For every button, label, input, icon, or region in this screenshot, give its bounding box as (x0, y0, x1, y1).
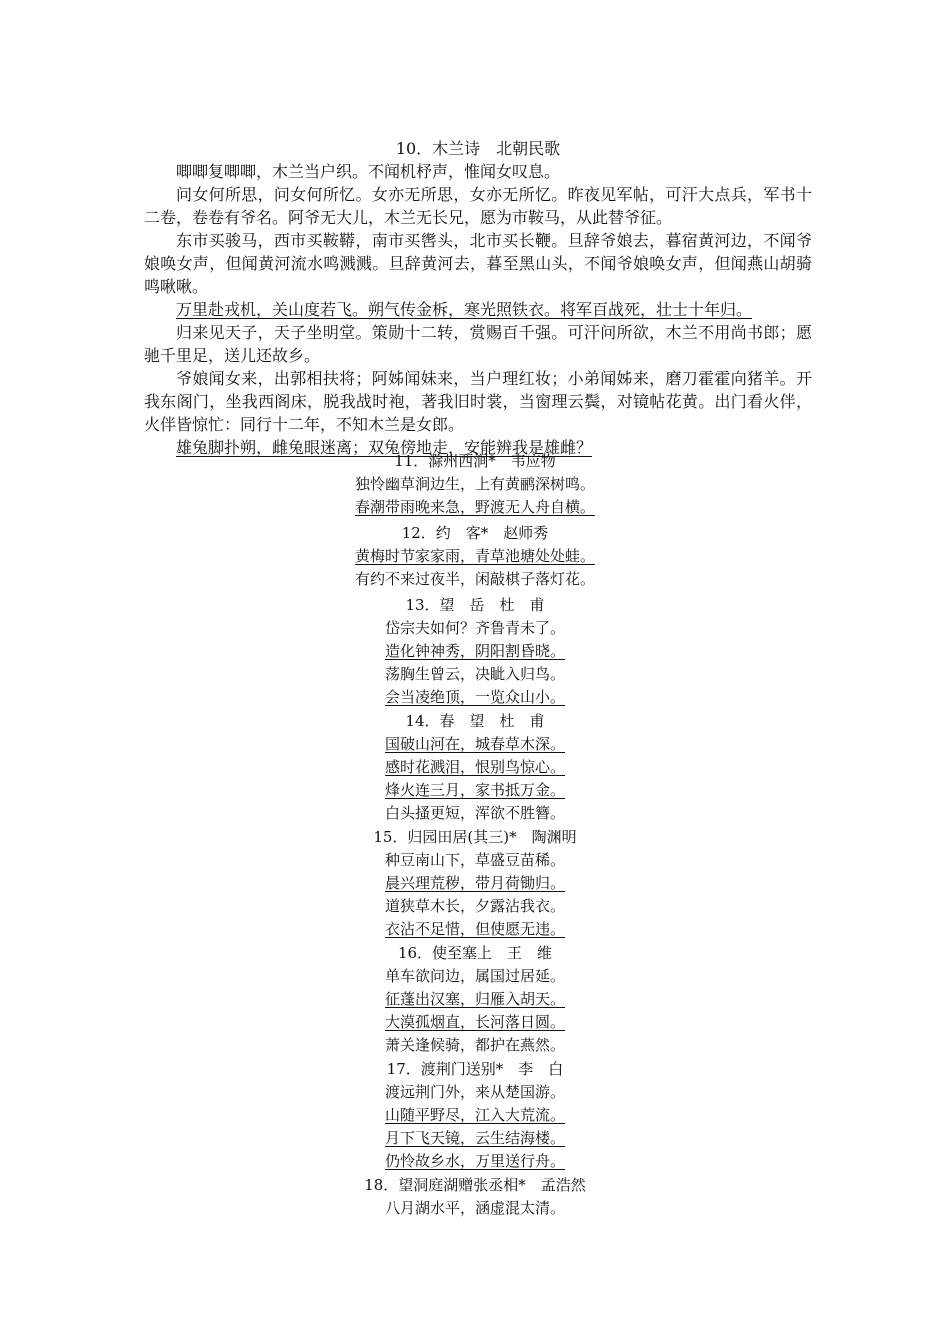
poem-12 (0, 522, 950, 591)
poem-line-underlined: 征蓬出汉塞，归雁入胡天。 (384, 990, 565, 1008)
poem-line: 有约不来过夜半，闲敲棋子落灯花。 (354, 570, 595, 588)
poem-17 (0, 1058, 950, 1173)
poem-line-underlined: 仍怜故乡水，万里送行舟。 (384, 1152, 565, 1170)
poem-title: 12．约 客* 赵师秀 (401, 524, 549, 542)
poem-line: 萧关逢候骑，都护在燕然。 (384, 1036, 565, 1054)
poem-line-underlined: 大漠孤烟直，长河落日圆。 (384, 1013, 565, 1031)
poem-13 (0, 594, 950, 709)
poem-line-underlined: 晨兴理荒秽，带月荷锄归。 (384, 874, 565, 892)
poem-line: 单车欲问边，属国过居延。 (384, 967, 565, 985)
poem-line-underlined: 衣沾不足惜，但使愿无违。 (384, 920, 565, 938)
poem-line: 八月湖水平，涵虚混太清。 (384, 1199, 565, 1217)
poem-mulan (144, 137, 812, 459)
poem-line-underlined: 造化钟神秀，阴阳割昏晓。 (384, 642, 565, 660)
underlined-text: 雄兔脚扑朔，雌兔眼迷离；双兔傍地走，安能辨我是雄雌？ (176, 438, 593, 457)
poem-line: 道狭草木长，夕露沾我衣。 (384, 897, 565, 915)
paragraph: 爷娘闻女来，出郭相扶将；阿姊闻妹来，当户理红妆；小弟闻姊来，磨刀霍霍向猪羊。开我东阁门，坐我西阁床，脱我战时袍，著我旧时裳，当窗理云鬓，对镜帖花黄。出门看火伴，火伴皆惊忙：同行十二年，不知木兰是女郎。 (144, 369, 812, 434)
paragraph: 问女何所思，问女何所忆。女亦无所思，女亦无所忆。昨夜见军帖，可汗大点兵，军书十二卷，卷卷有爷名。阿爷无大儿，木兰无长兄，愿为市鞍马，从此替爷征。 (144, 185, 812, 227)
poem-line: 岱宗夫如何？齐鲁青未了。 (384, 619, 565, 637)
poem-line-underlined: 月下飞天镜，云生结海楼。 (384, 1129, 565, 1147)
poem-line-underlined: 感时花溅泪，恨别鸟惊心。 (384, 758, 565, 776)
poem-18 (0, 1174, 950, 1220)
poem-line-underlined: 春潮带雨晚来急，野渡无人舟自横。 (354, 498, 595, 516)
poem-line: 种豆南山下，草盛豆苗稀。 (384, 851, 565, 869)
poem-title: 13．望 岳 杜 甫 (405, 596, 545, 614)
poem-title: 15．归园田居(其三)* 陶渊明 (373, 828, 577, 846)
poem-title: 11．滁州西涧* 韦应物 (394, 452, 556, 470)
paragraph: 归来见天子，天子坐明堂。策勋十二转，赏赐百千强。可汗问所欲，木兰不用尚书郎；愿驰千里足，送儿还故乡。 (144, 323, 812, 365)
poem-11 (0, 450, 950, 519)
poem-title: 17．渡荆门送别* 李 白 (386, 1060, 564, 1078)
poem-14 (0, 710, 950, 825)
poem-16 (0, 942, 950, 1057)
poem-line: 荡胸生曾云，决眦入归鸟。 (384, 665, 565, 683)
poem-title: 16．使至塞上 王 维 (397, 944, 553, 962)
paragraph: 东市买骏马，西市买鞍鞯，南市买辔头，北市买长鞭。旦辞爷娘去，暮宿黄河边，不闻爷娘唤女声，但闻黄河流水鸣溅溅。旦辞黄河去，暮至黑山头，不闻爷娘唤女声，但闻燕山胡骑鸣啾啾。 (144, 231, 812, 296)
poem-line-underlined: 山随平野尽，江入大荒流。 (384, 1106, 565, 1124)
poem-line-underlined: 国破山河在，城春草木深。 (384, 735, 565, 753)
paragraph: 唧唧复唧唧，木兰当户织。不闻机杼声，惟闻女叹息。 (176, 162, 561, 181)
poem-title: 18．望洞庭湖赠张丞相* 孟浩然 (364, 1176, 586, 1194)
poem-line-underlined: 烽火连三月，家书抵万金。 (384, 781, 565, 799)
poem-15 (0, 826, 950, 941)
paragraph-underlined (144, 298, 812, 321)
poem-line: 白头搔更短，浑欲不胜簪。 (384, 804, 565, 822)
poem-line: 独怜幽草涧边生，上有黄鹂深树鸣。 (354, 475, 595, 493)
poem-line: 渡远荆门外，来从楚国游。 (384, 1083, 565, 1101)
underlined-text: 万里赴戎机，关山度若飞。朔气传金柝，寒光照铁衣。将军百战死，壮士十年归。 (176, 300, 753, 319)
poem-title: 10．木兰诗 北朝民歌 (395, 139, 561, 158)
poem-line-underlined: 黄梅时节家家雨，青草池塘处处蛙。 (354, 547, 595, 565)
poem-line-underlined: 会当凌绝顶，一览众山小。 (384, 688, 565, 706)
poem-title: 14．春 望 杜 甫 (405, 712, 545, 730)
